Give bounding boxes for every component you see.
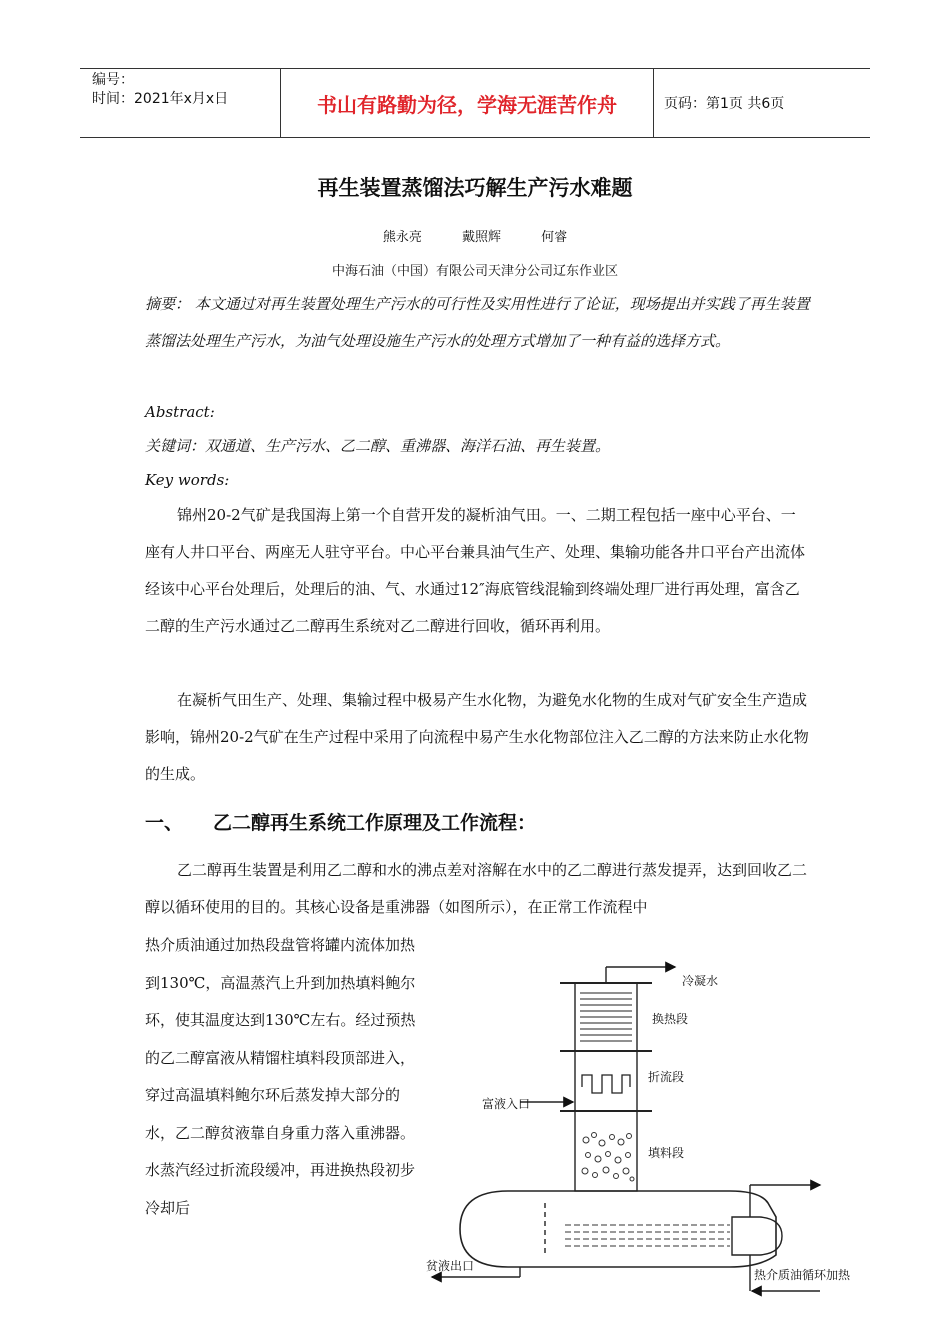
page-header — [80, 68, 870, 138]
author: 熊永亮 — [382, 230, 422, 245]
baffle-path — [582, 1075, 630, 1093]
paragraph-2: 在凝析气田生产、处理、集输过程中极易产生水化物，为避免水化物的生成对气矿安全生产造成影响，锦州20-2气矿在生产过程中采用了向流程中易产生水化物部位注入乙二醇的方法来防止水化物的生成。 — [145, 691, 809, 783]
section-number: 一、 — [145, 812, 184, 834]
header-motto: 书山有路勤为径，学海无涯苦作舟 — [280, 69, 654, 137]
label-packing: 填料段 — [648, 1146, 685, 1160]
affiliation: 中海石油（中国）有限公司天津分公司辽东作业区 — [331, 264, 618, 279]
heating-bundle-head — [732, 1217, 782, 1255]
reboiler-vessel — [460, 1191, 776, 1267]
abstract-en: Abstract: — [145, 403, 215, 421]
author-list — [0, 226, 950, 245]
abstract-cn: 摘要： 本文通过对再生装置处理生产污水的可行性及实用性进行了论证，现场提出并实践了再生装置蒸馏法处理生产污水，为油气处理设施生产污水的处理方式增加了一种有益的选择方式。 — [145, 295, 810, 350]
label-heating: 热介质油循环加热 — [754, 1268, 851, 1282]
time-label: 时间：2021年x月x日 — [92, 91, 229, 107]
keywords-cn: 关键词：双通道、生产污水、乙二醇、重沸器、海洋石油、再生装置。 — [145, 437, 611, 455]
paragraph-4: 热介质油通过加热段盘管将罐内流体加热到130℃，高温蒸汽上升到加热填料鲍尔环，使其温度达到130℃左右。经过预热的乙二醇富液从精馏柱填料段顶部进入，穿过高温填料鲍尔环后蒸发掉大部分的水，乙二醇贫液靠自身重力落入重沸器。水蒸汽经过折流段缓冲，再进换热段初步冷却后 — [145, 936, 416, 1217]
reboiler-diagram — [420, 955, 860, 1300]
paragraph-1: 锦州20-2气矿是我国海上第一个自营开发的凝析油气田。一、二期工程包括一座中心平台、一座有人井口平台、两座无人驻守平台。中心平台兼具油气生产、处理、集输功能各井口平台产出流体经该中心平台处理后，处理后的油、气、水通过12″海底管线混输到终端处理厂进行再处理，富含乙二醇的生产污水通过乙二醇再生系统对乙二醇进行回收，循环再利用。 — [145, 506, 806, 635]
label-cooling-water: 冷凝水 — [682, 974, 719, 988]
author: 戴照辉 — [461, 230, 501, 245]
label-baffle: 折流段 — [648, 1070, 685, 1084]
section-title: 乙二醇再生系统工作原理及工作流程： — [213, 812, 537, 834]
label-rich-inlet: 富液入口 — [482, 1097, 531, 1111]
baffle-section — [575, 1051, 637, 1111]
section-heading — [145, 808, 536, 835]
number-label: 编号： — [92, 72, 134, 88]
header-page-info: 页码：第1页 共6页 — [664, 96, 785, 112]
liquid-level — [565, 1225, 730, 1246]
pall-rings — [582, 1133, 634, 1182]
label-lean-outlet: 贫液出口 — [426, 1259, 475, 1273]
header-meta — [80, 69, 280, 137]
paragraph-3: 乙二醇再生装置是利用乙二醇和水的沸点差对溶解在水中的乙二醇进行蒸发提弄，达到回收乙二醇以循环使用的目的。其核心设备是重沸器（如图所示），在正常工作流程中 — [145, 861, 808, 916]
keywords-en: Key words: — [145, 471, 230, 489]
document-title: 再生装置蒸馏法巧解生产污水难题 — [317, 176, 633, 200]
packing-section — [575, 1111, 637, 1191]
label-heat-exchange: 换热段 — [652, 1012, 689, 1026]
author: 何睿 — [541, 230, 568, 245]
